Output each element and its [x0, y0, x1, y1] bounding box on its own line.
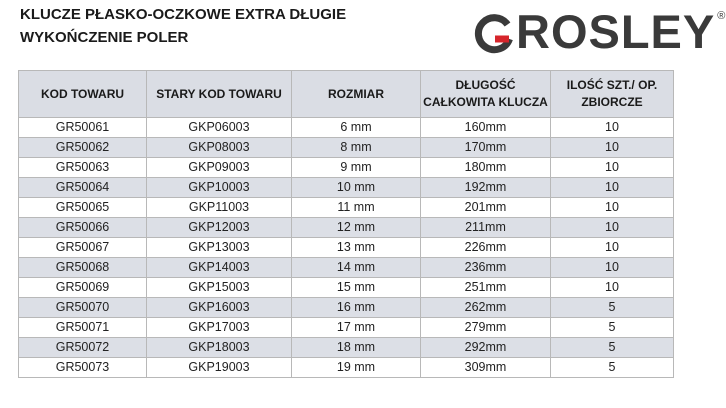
document-title: KLUCZE PŁASKO-OCZKOWE EXTRA DŁUGIE	[20, 6, 347, 23]
table-row	[19, 118, 674, 138]
cell-rozmiar: 19 mm	[292, 358, 421, 378]
cell-kod-towaru: GR50062	[19, 138, 147, 158]
cell-ilosc: 5	[551, 358, 674, 378]
header-stary-kod-towaru	[147, 71, 292, 118]
cell-rozmiar: 11 mm	[292, 198, 421, 218]
cell-kod-towaru: GR50065	[19, 198, 147, 218]
header-line: ZBIORCZE	[581, 95, 643, 109]
cell-stary-kod: GKP16003	[147, 298, 292, 318]
cell-kod-towaru: GR50068	[19, 258, 147, 278]
cell-ilosc: 10	[551, 178, 674, 198]
cell-ilosc: 10	[551, 118, 674, 138]
cell-ilosc: 10	[551, 238, 674, 258]
cell-rozmiar: 13 mm	[292, 238, 421, 258]
cell-dlugosc: 292mm	[421, 338, 551, 358]
table-row	[19, 178, 674, 198]
cell-stary-kod: GKP14003	[147, 258, 292, 278]
cell-dlugosc: 262mm	[421, 298, 551, 318]
cell-rozmiar: 12 mm	[292, 218, 421, 238]
table-row	[19, 218, 674, 238]
table-row	[19, 198, 674, 218]
cell-stary-kod: GKP11003	[147, 198, 292, 218]
document-subtitle: WYKOŃCZENIE POLER	[20, 29, 189, 46]
table-row	[19, 358, 674, 378]
cell-dlugosc: 211mm	[421, 218, 551, 238]
cell-stary-kod: GKP08003	[147, 138, 292, 158]
cell-rozmiar: 16 mm	[292, 298, 421, 318]
registered-mark: ®	[717, 10, 726, 22]
cell-ilosc: 5	[551, 298, 674, 318]
cell-kod-towaru: GR50061	[19, 118, 147, 138]
cell-kod-towaru: GR50063	[19, 158, 147, 178]
table-row	[19, 298, 674, 318]
table-row	[19, 138, 674, 158]
cell-stary-kod: GKP15003	[147, 278, 292, 298]
header-rozmiar	[292, 71, 421, 118]
cell-dlugosc: 309mm	[421, 358, 551, 378]
header-line: CAŁKOWITA KLUCZA	[423, 95, 548, 109]
cell-ilosc: 5	[551, 318, 674, 338]
cell-stary-kod: GKP09003	[147, 158, 292, 178]
table-row	[19, 338, 674, 358]
header-kod-towaru	[19, 71, 147, 118]
cell-ilosc: 10	[551, 278, 674, 298]
cell-rozmiar: 15 mm	[292, 278, 421, 298]
cell-ilosc: 10	[551, 218, 674, 238]
cell-ilosc: 10	[551, 258, 674, 278]
cell-stary-kod: GKP17003	[147, 318, 292, 338]
cell-stary-kod: GKP19003	[147, 358, 292, 378]
cell-dlugosc: 180mm	[421, 158, 551, 178]
cell-rozmiar: 10 mm	[292, 178, 421, 198]
table-body	[19, 118, 674, 378]
table-header-row	[19, 71, 674, 118]
cell-rozmiar: 14 mm	[292, 258, 421, 278]
cell-ilosc: 5	[551, 338, 674, 358]
cell-stary-kod: GKP18003	[147, 338, 292, 358]
cell-dlugosc: 170mm	[421, 138, 551, 158]
cell-kod-towaru: GR50071	[19, 318, 147, 338]
cell-rozmiar: 18 mm	[292, 338, 421, 358]
logo-g-mark-icon	[474, 11, 514, 51]
cell-kod-towaru: GR50069	[19, 278, 147, 298]
cell-kod-towaru: GR50064	[19, 178, 147, 198]
cell-dlugosc: 192mm	[421, 178, 551, 198]
cell-stary-kod: GKP13003	[147, 238, 292, 258]
cell-dlugosc: 160mm	[421, 118, 551, 138]
table-row	[19, 158, 674, 178]
cell-dlugosc: 236mm	[421, 258, 551, 278]
cell-dlugosc: 251mm	[421, 278, 551, 298]
header-line: KOD TOWARU	[40, 86, 125, 101]
cell-kod-towaru: GR50066	[19, 218, 147, 238]
cell-kod-towaru: GR50070	[19, 298, 147, 318]
cell-rozmiar: 8 mm	[292, 138, 421, 158]
cell-stary-kod: GKP06003	[147, 118, 292, 138]
cell-kod-towaru: GR50067	[19, 238, 147, 258]
table-row	[19, 258, 674, 278]
cell-stary-kod: GKP10003	[147, 178, 292, 198]
cell-ilosc: 10	[551, 198, 674, 218]
logo-wordmark: ROSLEY	[516, 4, 716, 58]
cell-kod-towaru: GR50073	[19, 358, 147, 378]
cell-rozmiar: 9 mm	[292, 158, 421, 178]
header-line: ILOŚĆ SZT./ OP.	[566, 78, 658, 92]
table-row	[19, 238, 674, 258]
table-row	[19, 278, 674, 298]
cell-ilosc: 10	[551, 138, 674, 158]
cell-ilosc: 10	[551, 158, 674, 178]
table-row	[19, 318, 674, 338]
cell-rozmiar: 6 mm	[292, 118, 421, 138]
cell-kod-towaru: GR50072	[19, 338, 147, 358]
header-line: DŁUGOŚĆ	[455, 78, 516, 92]
grosley-logo	[474, 2, 726, 60]
cell-stary-kod: GKP12003	[147, 218, 292, 238]
cell-dlugosc: 279mm	[421, 318, 551, 338]
header-line: STARY KOD TOWARU	[156, 86, 282, 101]
header-ilosc	[551, 71, 674, 118]
cell-dlugosc: 226mm	[421, 238, 551, 258]
cell-rozmiar: 17 mm	[292, 318, 421, 338]
header-line: ROZMIAR	[328, 86, 384, 101]
header-dlugosc	[421, 71, 551, 118]
product-table	[18, 70, 674, 378]
cell-dlugosc: 201mm	[421, 198, 551, 218]
